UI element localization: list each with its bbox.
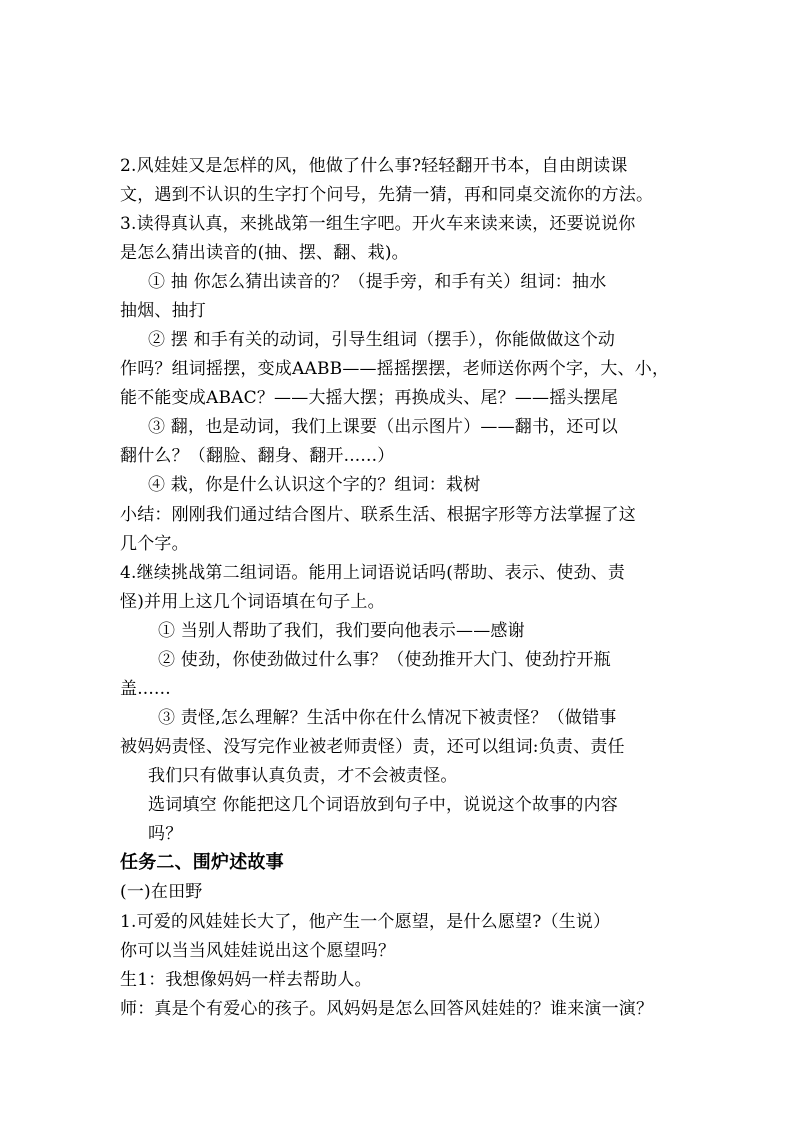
- paragraph-line: 你可以当当风娃娃说出这个愿望吗？: [120, 941, 396, 961]
- list-item: ③ 责怪,怎么理解？生活中你在什么情况下被责怪？（做错事: [158, 708, 617, 728]
- paragraph-line: 能不能变成ABAC？——大摇大摆；再换成头、尾？——摇头摆尾: [120, 388, 619, 408]
- paragraph-line: 2.风娃娃又是怎样的风，他做了什么事?轻轻翻开书本，自由朗读课: [120, 156, 628, 176]
- paragraph-line: 抽烟、抽打: [120, 301, 206, 321]
- list-item: ① 当别人帮助了我们，我们要向他表示——感谢: [158, 621, 525, 641]
- paragraph-line: 几个字。: [120, 534, 189, 554]
- summary-line: 小结：刚刚我们通过结合图片、联系生活、根据字形等方法掌握了这: [120, 505, 636, 525]
- list-item: ① 抽 你怎么猜出读音的？（提手旁，和手有关）组词：抽水: [148, 272, 607, 292]
- list-item: ③ 翻，也是动词，我们上课要（出示图片）——翻书，还可以: [148, 417, 619, 437]
- paragraph-line: 选词填空 你能把这几个词语放到句子中，说说这个故事的内容: [148, 795, 619, 815]
- subsection-heading: (一)在田野: [120, 882, 203, 902]
- paragraph-line: 1.可爱的风娃娃长大了，他产生一个愿望，是什么愿望?（生说）: [120, 912, 611, 932]
- paragraph-line: 文，遇到不认识的生字打个问号，先猜一猜，再和同桌交流你的方法。: [120, 185, 654, 205]
- list-item: ② 使劲，你使劲做过什么事？（使劲推开大门、使劲拧开瓶: [158, 650, 611, 670]
- paragraph-line: 是怎么猜出读音的(抽、摆、翻、栽)。: [120, 243, 409, 263]
- list-item: ② 摆 和手有关的动词，引导生组词（摆手），你能做做这个动: [148, 330, 616, 350]
- dialogue-line: 师：真是个有爱心的孩子。风妈妈是怎么回答风娃娃的？谁来演一演？: [120, 999, 654, 1019]
- section-heading: 任务二、围炉述故事: [120, 852, 284, 873]
- list-item: ④ 栽，你是什么认识这个字的？组词：栽树: [148, 475, 481, 495]
- paragraph-line: 翻什么？（翻脸、翻身、翻开......）: [120, 446, 395, 466]
- paragraph-line: 4.继续挑战第二组词语。能用上词语说话吗(帮助、表示、使劲、责: [120, 563, 626, 583]
- paragraph-line: 3.读得真认真，来挑战第一组生字吧。开火车来读来读，还要说说你: [120, 214, 636, 234]
- paragraph-line: 我们只有做事认真负责，才不会被责怪。: [148, 766, 458, 786]
- paragraph-line: 怪)并用上这几个词语填在句子上。: [120, 592, 385, 612]
- paragraph-line: 吗？: [148, 824, 183, 844]
- paragraph-line: 盖......: [120, 679, 171, 699]
- paragraph-line: 被妈妈责怪、没写完作业被老师责怪）责，还可以组词:负责、责任: [120, 737, 625, 757]
- paragraph-line: 作吗？组词摇摆，变成AABB——摇摇摆摆，老师送你两个字，大、小，: [120, 359, 670, 379]
- dialogue-line: 生1：我想像妈妈一样去帮助人。: [120, 970, 372, 990]
